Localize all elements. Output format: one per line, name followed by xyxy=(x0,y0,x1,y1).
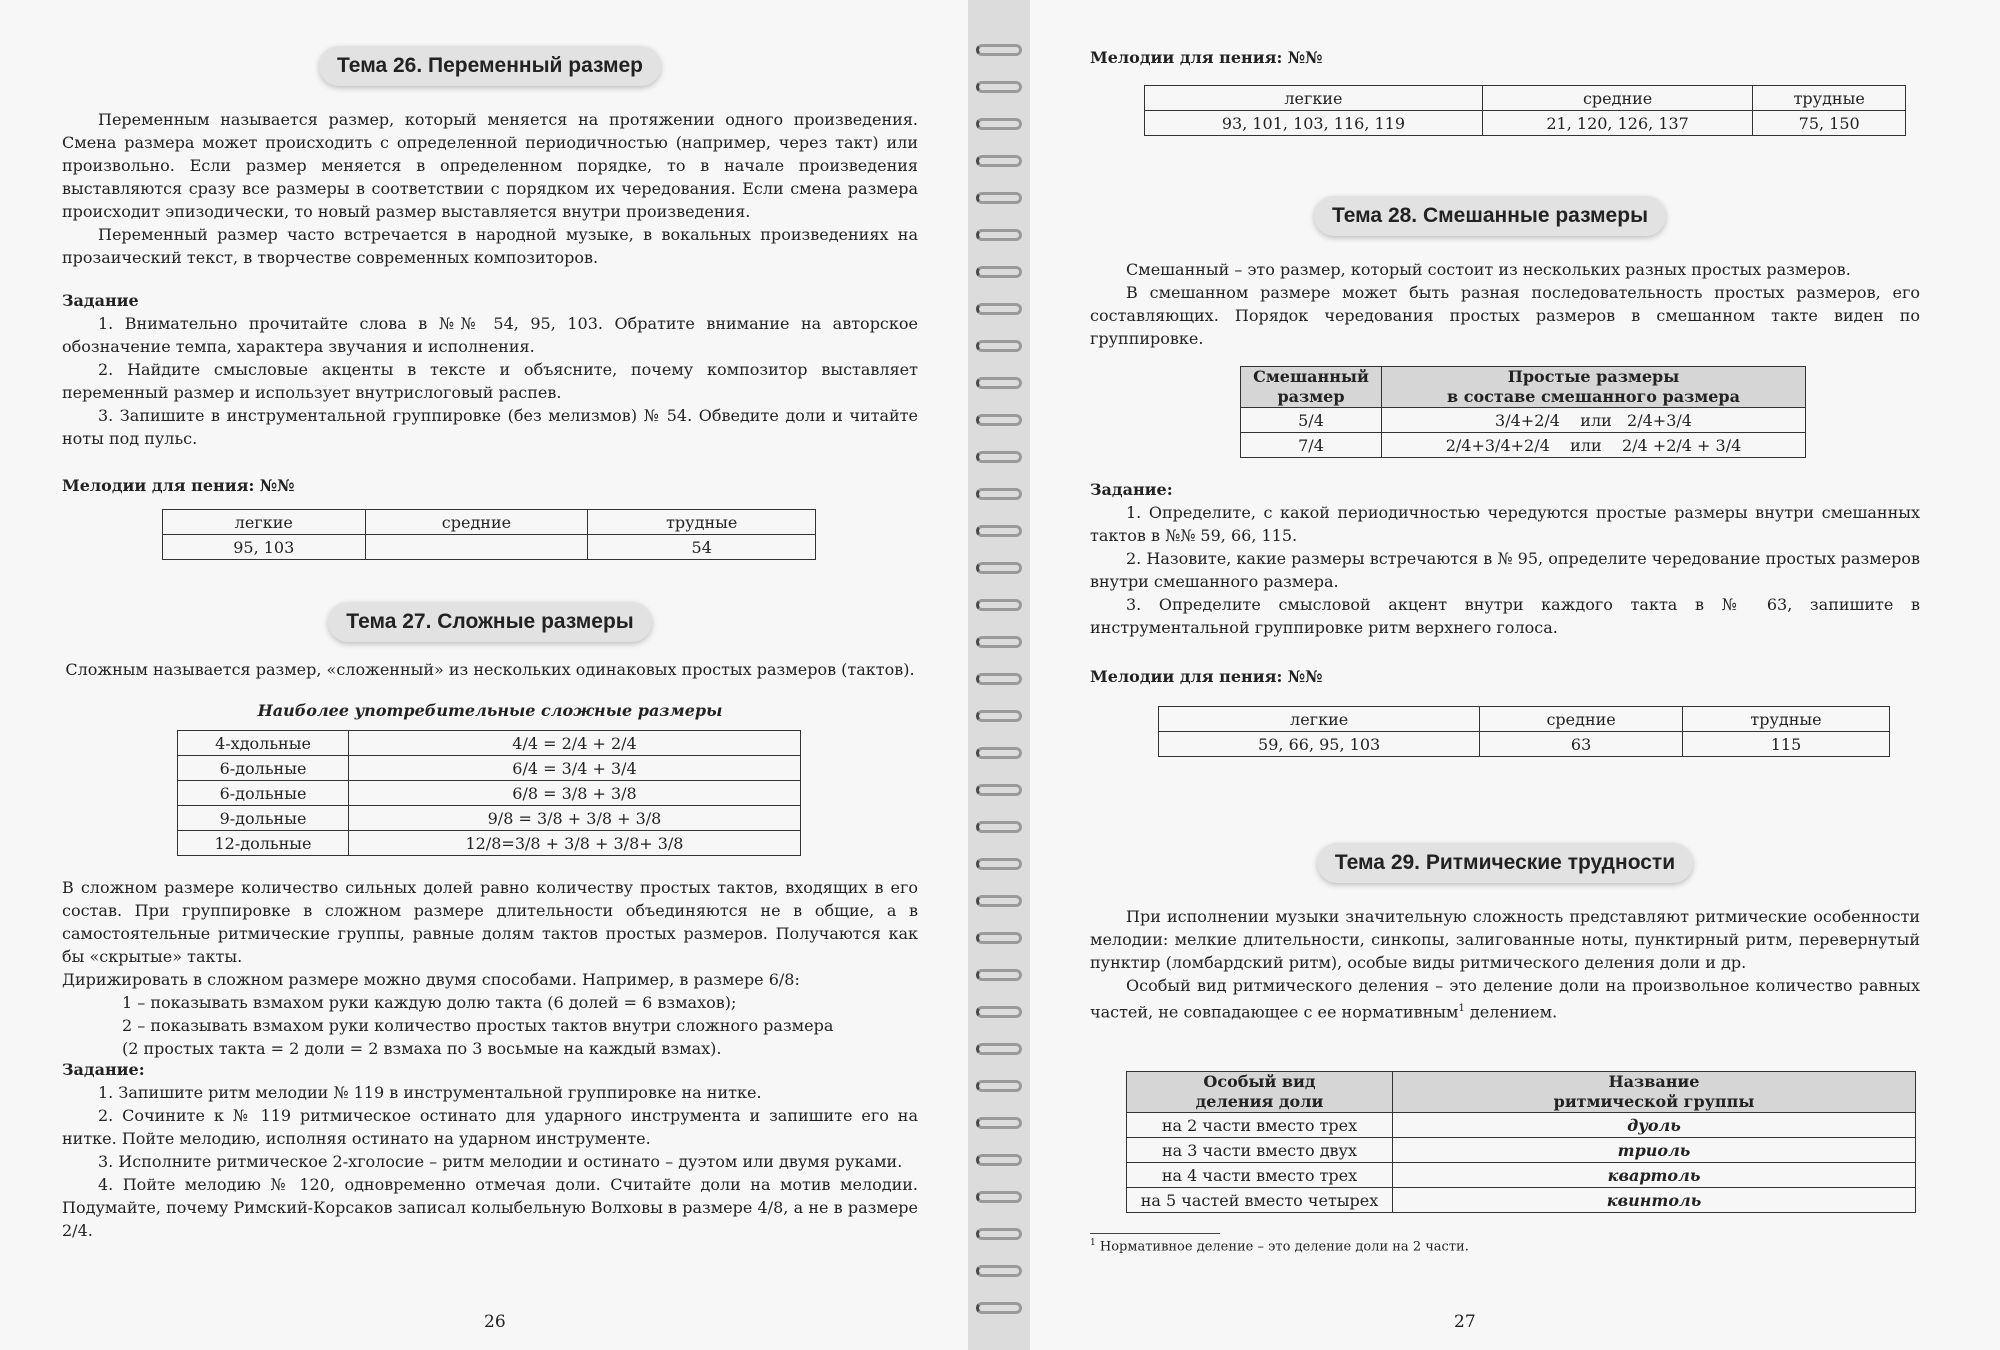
header-text: размер xyxy=(1277,387,1345,406)
header-text: Название xyxy=(1608,1072,1700,1092)
theme26-title-wrap xyxy=(62,46,918,86)
theme27-p2: Дирижировать в сложном размере можно двумя способами. Например, в размере 6/8: xyxy=(62,970,800,989)
theme28-mixed-table xyxy=(1240,366,1806,458)
theme26-task-3: 3. Запишите в инструментальной группировке (без мелизмов) № 54. Обведите доли и читайте ноты под пульс. xyxy=(62,406,918,448)
table-row xyxy=(1241,367,1806,408)
table-row xyxy=(1127,1163,1916,1188)
spiral-ring xyxy=(976,525,1022,537)
theme26-title: Тема 26. Переменный размер xyxy=(319,46,661,86)
table-header xyxy=(1127,1072,1393,1113)
table-header: легкие xyxy=(1159,707,1480,732)
table-row xyxy=(1127,1113,1916,1138)
theme29-title: Тема 29. Ритмические трудности xyxy=(1317,843,1693,883)
theme28-task-1: 1. Определите, с какой периодичностью чередуются простые размеры внутри смешанных тактов в №№ 59, 66, 115. xyxy=(1090,503,1920,545)
table-cell: триоль xyxy=(1393,1138,1916,1163)
table-row xyxy=(163,535,816,560)
table-cell: 115 xyxy=(1682,732,1889,757)
theme27-method-2: 2 – показывать взмахом руки количество простых тактов внутри сложного размера xyxy=(122,1016,834,1035)
table-header: средние xyxy=(1482,86,1753,111)
header-text: ритмической группы xyxy=(1553,1092,1755,1112)
table-cell: 4-хдольные xyxy=(178,731,349,756)
spiral-ring xyxy=(976,488,1022,500)
theme28-melodies-label: Мелодии для пения: №№ xyxy=(1090,667,1323,686)
table-header: трудные xyxy=(588,510,816,535)
spiral-ring xyxy=(976,932,1022,944)
table-cell: на 3 части вместо двух xyxy=(1127,1138,1393,1163)
table-row xyxy=(163,510,816,535)
spiral-ring xyxy=(976,599,1022,611)
theme26-task-label: Задание xyxy=(62,291,139,310)
table-row xyxy=(1159,707,1890,732)
theme27-title: Тема 27. Сложные размеры xyxy=(328,602,651,642)
right-page xyxy=(1030,0,2000,1350)
theme28-title: Тема 28. Смешанные размеры xyxy=(1314,196,1666,236)
table-cell: квартоль xyxy=(1393,1163,1916,1188)
footnote-marker: 1 xyxy=(1458,1003,1465,1014)
table-cell: 54 xyxy=(588,535,816,560)
table-header: средние xyxy=(365,510,588,535)
table-cell: 3/4+2/4 или 2/4+3/4 xyxy=(1382,408,1806,433)
theme27-task-label: Задание: xyxy=(62,1060,145,1079)
footnote-text: Нормативное деление – это деление доли на 2 части. xyxy=(1095,1239,1469,1255)
table-cell: 63 xyxy=(1480,732,1683,757)
table-header: легкие xyxy=(1145,86,1483,111)
table-row xyxy=(1159,732,1890,757)
table-cell: 5/4 xyxy=(1241,408,1382,433)
table-header xyxy=(1241,367,1382,408)
theme29-p2-text: Особый вид ритмического деления – это деление доли на произвольное количество равных частей, не совпадающее с ее нормативным xyxy=(1090,976,1920,1022)
spiral-ring xyxy=(976,1265,1022,1277)
theme26-task-1: 1. Внимательно прочитайте слова в №№ 54, 95, 103. Обратите внимание на авторское обозначение темпа, характера звучания и исполнения. xyxy=(62,314,918,356)
page-number-left: 26 xyxy=(484,1312,506,1332)
table-cell: 9/8 = 3/8 + 3/8 + 3/8 xyxy=(349,806,801,831)
table-header xyxy=(1382,367,1806,408)
table-row xyxy=(1241,408,1806,433)
theme28-task-2: 2. Назовите, какие размеры встречаются в № 95, определите чередование простых размеров внутри смешанного размера. xyxy=(1090,549,1920,591)
spiral-binding xyxy=(968,0,1030,1350)
table-cell: 93, 101, 103, 116, 119 xyxy=(1145,111,1483,136)
table-cell: 4/4 = 2/4 + 2/4 xyxy=(349,731,801,756)
theme28-body xyxy=(1060,258,1920,1255)
spiral-ring xyxy=(976,636,1022,648)
spiral-ring xyxy=(976,1191,1022,1203)
footnote xyxy=(1090,1238,1920,1254)
spiral-ring xyxy=(976,710,1022,722)
theme26-melodies-label: Мелодии для пения: №№ xyxy=(62,476,295,495)
theme29-p1: При исполнении музыки значительную сложность представляют ритмические особенности мелодии: мелкие длительности, синкопы, залигованные ноты, пунктирный ритм, перевернутый пунктир (ломбардский ритм), особые виды ритмического деления доли и др. xyxy=(1090,907,1920,972)
spiral-ring xyxy=(976,303,1022,315)
spiral-ring xyxy=(976,44,1022,56)
spiral-ring xyxy=(976,858,1022,870)
spiral-ring xyxy=(976,118,1022,130)
table-row xyxy=(1127,1072,1916,1113)
theme29-title-wrap xyxy=(1090,843,1920,883)
spiral-ring xyxy=(976,414,1022,426)
spiral-ring xyxy=(976,1117,1022,1129)
spiral-ring xyxy=(976,192,1022,204)
theme27-method-1: 1 – показывать взмахом руки каждую долю такта (6 долей = 6 взмахов); xyxy=(122,993,737,1012)
theme28-p2: В смешанном размере может быть разная последовательность простых размеров, его составляющих. Порядок чередования простых размеров в смешанном такте виден по группировке. xyxy=(1090,283,1920,348)
theme28-p1: Смешанный – это размер, который состоит из нескольких разных простых размеров. xyxy=(1126,260,1851,279)
footnote-marker: 1 xyxy=(1090,1238,1096,1249)
theme27-method-2b: (2 простых такта = 2 доли = 2 взмаха по 3 восьмые на каждый взмах). xyxy=(122,1039,722,1058)
table-row xyxy=(1127,1188,1916,1213)
theme26-melodies-table xyxy=(162,509,816,560)
table-cell: 2/4+3/4+2/4 или 2/4 +2/4 + 3/4 xyxy=(1382,433,1806,458)
left-page xyxy=(0,0,968,1350)
spiral-ring xyxy=(976,895,1022,907)
spiral-ring xyxy=(976,1006,1022,1018)
header-text: Смешанный xyxy=(1253,367,1369,386)
table-cell: 12/8=3/8 + 3/8 + 3/8+ 3/8 xyxy=(349,831,801,856)
spiral-ring xyxy=(976,1154,1022,1166)
table-cell: квинтоль xyxy=(1393,1188,1916,1213)
theme27-title-wrap xyxy=(62,602,918,642)
theme28-title-wrap xyxy=(1060,196,1920,236)
theme26-task-2: 2. Найдите смысловые акценты в тексте и объясните, почему композитор выставляет переменный размер и использует внутрислоговый распев. xyxy=(62,360,918,402)
table-row xyxy=(1145,86,1906,111)
theme27-subtitle: Наиболее употребительные сложные размеры xyxy=(257,701,723,720)
spiral-ring xyxy=(976,340,1022,352)
theme27-task-4: 4. Пойте мелодию № 120, одновременно отмечая доли. Считайте доли на мотив мелодии. Подумайте, почему Римский-Корсаков записал колыбельную Волховы в размере 4/8, а не в размере 2/4. xyxy=(62,1175,918,1240)
table-header xyxy=(1393,1072,1916,1113)
table-header: трудные xyxy=(1682,707,1889,732)
spiral-ring xyxy=(976,747,1022,759)
table-cell: 59, 66, 95, 103 xyxy=(1159,732,1480,757)
table-cell: 6/8 = 3/8 + 3/8 xyxy=(349,781,801,806)
theme29-p2-text-end: делением. xyxy=(1464,1002,1558,1022)
spiral-ring xyxy=(976,821,1022,833)
theme28-melodies-table xyxy=(1158,706,1890,757)
theme28-task-3: 3. Определите смысловой акцент внутри каждого такта в № 63, запишите в инструментальной группировке ритм верхнего голоса. xyxy=(1090,595,1920,637)
table-header: легкие xyxy=(163,510,366,535)
table-cell: 95, 103 xyxy=(163,535,366,560)
spiral-ring xyxy=(976,673,1022,685)
table-header: средние xyxy=(1480,707,1683,732)
theme29-division-table xyxy=(1126,1071,1916,1213)
header-text: деления доли xyxy=(1195,1092,1324,1112)
right-top-melodies-table xyxy=(1144,85,1906,136)
table-cell: на 2 части вместо трех xyxy=(1127,1113,1393,1138)
header-text: Особый вид xyxy=(1203,1072,1316,1092)
theme26-p1: Переменным называется размер, который меняется на протяжении одного произведения. Смена размера может происходить с определенной периодичностью (например, через такт) или произвольно. Если размер меняется в определенном порядке, то в начале произведения выставляются сразу все размеры в соответствии с порядком их чередования. Если смена размера происходит эпизодически, то новый размер выставляется внутри произведения. xyxy=(62,110,918,221)
table-row xyxy=(178,756,801,781)
theme29-p2 xyxy=(1090,974,1920,1023)
table-cell: 7/4 xyxy=(1241,433,1382,458)
table-cell: 9-дольные xyxy=(178,806,349,831)
table-cell: на 5 частей вместо четырех xyxy=(1127,1188,1393,1213)
footnote-divider xyxy=(1090,1233,1220,1234)
table-cell: 6/4 = 3/4 + 3/4 xyxy=(349,756,801,781)
table-row xyxy=(178,731,801,756)
spiral-ring xyxy=(976,1228,1022,1240)
table-cell: 6-дольные xyxy=(178,781,349,806)
header-text: Простые размеры xyxy=(1507,367,1680,386)
theme27-task-2: 2. Сочините к № 119 ритмическое остинато для ударного инструмента и запишите его на нитке. Пойте мелодию, исполняя остинато на ударном инструменте. xyxy=(62,1106,918,1148)
theme26-p2: Переменный размер часто встречается в народной музыке, в вокальных произведениях на прозаический текст, в творчестве современных композиторов. xyxy=(62,225,918,267)
spiral-ring xyxy=(976,377,1022,389)
table-cell xyxy=(365,535,588,560)
table-header: трудные xyxy=(1753,86,1906,111)
table-row xyxy=(178,781,801,806)
table-row xyxy=(1127,1138,1916,1163)
spiral-ring xyxy=(976,784,1022,796)
spiral-ring xyxy=(976,969,1022,981)
spiral-ring xyxy=(976,451,1022,463)
spiral-ring xyxy=(976,562,1022,574)
spiral-ring xyxy=(976,1302,1022,1314)
spiral-ring xyxy=(976,1043,1022,1055)
page-number-right: 27 xyxy=(1454,1312,1476,1332)
table-row xyxy=(1241,433,1806,458)
table-cell: 6-дольные xyxy=(178,756,349,781)
table-row xyxy=(178,806,801,831)
spiral-ring xyxy=(976,81,1022,93)
spiral-ring xyxy=(976,266,1022,278)
table-row xyxy=(178,831,801,856)
header-text: в составе смешанного размера xyxy=(1447,387,1740,406)
table-row xyxy=(1145,111,1906,136)
right-top-melodies-label: Мелодии для пения: №№ xyxy=(1090,48,1323,67)
theme27-task-1: 1. Запишите ритм мелодии № 119 в инструментальной группировке на нитке. xyxy=(98,1083,762,1102)
spiral-ring xyxy=(976,1080,1022,1092)
table-cell: 75, 150 xyxy=(1753,111,1906,136)
theme27-sizes-table xyxy=(177,730,801,856)
theme27-p1: В сложном размере количество сильных долей равно количеству простых тактов, входящих в его состав. При группировке в сложном размере длительности объединяются не в общие, а в самостоятельные ритмические группы, равные долям тактов простых размеров. Получаются как бы «скрытые» такты. xyxy=(62,878,918,966)
spiral-ring xyxy=(976,229,1022,241)
theme27-task-3: 3. Исполните ритмическое 2-хголосие – ритм мелодии и остинато – дуэтом или двумя руками. xyxy=(98,1152,903,1171)
table-cell: на 4 части вместо трех xyxy=(1127,1163,1393,1188)
table-cell: 12-дольные xyxy=(178,831,349,856)
table-cell: 21, 120, 126, 137 xyxy=(1482,111,1753,136)
theme28-task-label: Задание: xyxy=(1090,480,1173,499)
table-cell: дуоль xyxy=(1393,1113,1916,1138)
theme27-intro: Сложным называется размер, «сложенный» из нескольких одинаковых простых размеров (тактов). xyxy=(65,660,915,679)
spiral-ring xyxy=(976,155,1022,167)
